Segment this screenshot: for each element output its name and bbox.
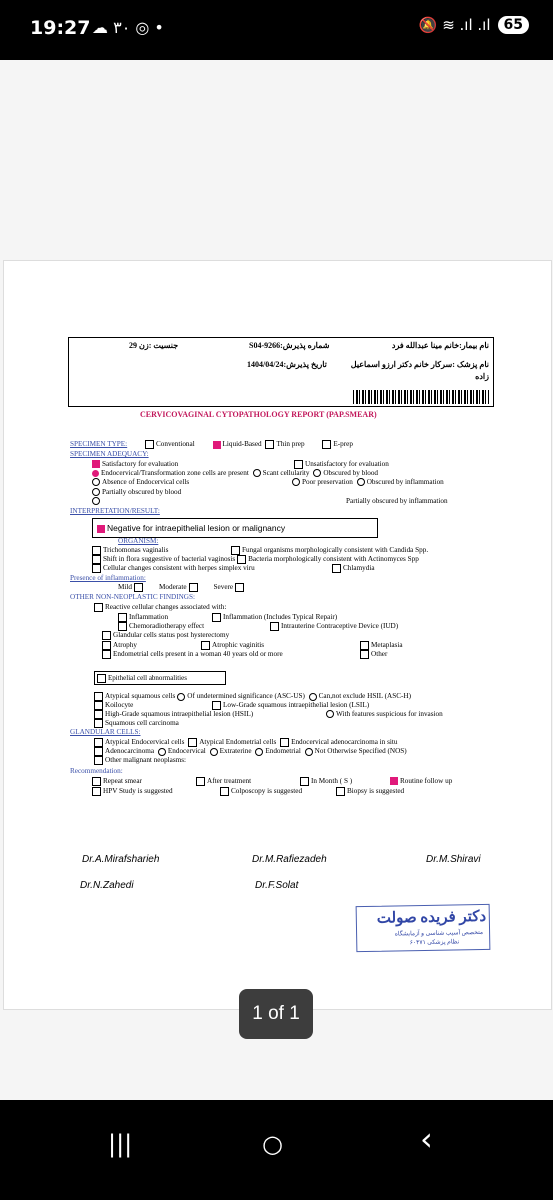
checkbox[interactable] — [201, 641, 210, 650]
recommendation-row-2c — [334, 787, 404, 796]
radio[interactable] — [313, 469, 321, 477]
checkbox[interactable] — [94, 719, 103, 728]
squamous-row-4 — [92, 719, 179, 728]
checkbox[interactable] — [231, 546, 240, 555]
barcode — [353, 390, 489, 404]
option-label: Repeat smear — [103, 777, 142, 786]
checkbox[interactable] — [94, 747, 103, 756]
checkbox[interactable] — [332, 564, 341, 573]
option-label: Glandular cells status post hysterectomy — [113, 631, 230, 640]
option-label: Metaplasia — [371, 641, 403, 650]
option-label: Adenocarcinoma — [105, 747, 155, 756]
squamous-row-3b — [324, 710, 443, 719]
patient-name: نام بیمار:خانم مینا عبدالله فرد — [391, 341, 489, 350]
specimen-type-label: SPECIMEN TYPE: — [70, 440, 128, 449]
adequacy-row-3 — [90, 478, 189, 487]
option-label: Trichomonas vaginalis — [103, 546, 169, 555]
option-label: Atrophic vaginitis — [212, 641, 265, 650]
sex-age: جنسیت :زن 29 — [129, 341, 179, 350]
interpretation-label: INTERPRETATION/RESULT: — [70, 507, 160, 515]
option-label: Squamous cell carcinoma — [105, 719, 179, 728]
recommendation-row-1c — [298, 777, 352, 786]
option-label: Unsatisfactory for evaluation — [305, 460, 389, 469]
checkbox-checked[interactable] — [213, 441, 221, 449]
adequacy-row-5 — [90, 497, 102, 506]
squamous-row-1 — [92, 692, 411, 701]
adequacy-row-2 — [90, 469, 378, 478]
option-label: Reactive cellular changes associated with: — [105, 603, 227, 612]
squamous-row-2 — [92, 701, 133, 710]
option-label: Other — [371, 650, 388, 659]
option-label: Atypical Endometrial cells — [199, 738, 277, 747]
reactive-row — [92, 603, 226, 612]
other-findings-label: OTHER NON-NEOPLASTIC FINDINGS: — [70, 593, 195, 601]
option-label: Chlamydia — [343, 564, 375, 573]
checkbox[interactable] — [92, 555, 101, 564]
checkbox[interactable] — [235, 583, 244, 592]
option-label: Low-Grade squamous intraepithelial lesion (LSIL) — [223, 701, 370, 710]
option-label: Cellular changes consistent with herpes simplex viru — [103, 564, 255, 573]
checkbox[interactable] — [92, 787, 101, 796]
signature-3: Dr.M.Shiravi — [426, 854, 481, 865]
signal-icon: 🔕 ≋ .ıl .ıl — [418, 16, 491, 34]
option-label: Routine follow up — [400, 777, 453, 785]
option-label: Severe — [213, 583, 234, 592]
option-label: Obscured by inflammation — [366, 478, 444, 486]
option-label: Inflammation (Includes Typical Repair) — [223, 613, 338, 622]
organism-label: ORGANISM: — [118, 537, 159, 545]
recommendation-row-1 — [90, 777, 142, 786]
stamp-name: دکتر فریده صولت — [376, 908, 487, 927]
option-label: Liquid-Based — [222, 440, 262, 449]
option-label: Scant cellularity — [262, 469, 310, 477]
checkbox[interactable] — [212, 701, 221, 710]
checkbox[interactable] — [102, 641, 111, 650]
home-button[interactable]: ○ — [262, 1130, 283, 1158]
checkbox[interactable] — [118, 613, 127, 622]
signature-5: Dr.F.Solat — [255, 880, 299, 891]
option-label: Koilocyte — [105, 701, 134, 710]
negative-result — [92, 518, 378, 538]
radio[interactable] — [92, 497, 100, 505]
checkbox[interactable] — [94, 692, 103, 701]
option-label: E-prep — [333, 440, 353, 449]
radio[interactable] — [253, 469, 261, 477]
reactive-opt-3 — [116, 622, 204, 631]
patient-header — [68, 337, 494, 407]
radio[interactable] — [292, 478, 300, 486]
glandular-row-2 — [92, 747, 407, 756]
checkbox[interactable] — [118, 622, 127, 631]
option-label: Absence of Endocervical cells — [102, 478, 190, 486]
option-label: Atypical squamous cells — [105, 692, 176, 701]
checkbox[interactable] — [134, 583, 143, 592]
stamp-code: نظام پزشکی ۶۰۴۷۱ — [409, 939, 460, 947]
doctor-stamp — [356, 904, 491, 952]
organism-row-1b — [229, 546, 428, 555]
checkbox-checked[interactable] — [92, 460, 100, 468]
recommendation-row-2b — [218, 787, 302, 796]
signature-4: Dr.N.Zahedi — [80, 880, 134, 891]
checkbox[interactable] — [102, 631, 111, 640]
option-label: Endocervical — [167, 747, 206, 756]
signature-1: Dr.A.Mirafsharieh — [82, 854, 160, 865]
option-label: Epithelial cell abnormalities — [108, 674, 187, 682]
checkbox[interactable] — [270, 622, 279, 631]
checkbox-checked[interactable] — [390, 777, 398, 785]
checkbox[interactable] — [92, 777, 101, 786]
option-label: Biopsy is suggested — [347, 787, 405, 796]
atrophic-row — [199, 641, 264, 650]
option-label: Endocervical/Transformation zone cells are present — [101, 469, 249, 477]
back-button[interactable]: ‹ — [420, 1120, 433, 1158]
option-label: High-Grade squamous intraepithelial lesion (HSIL) — [105, 710, 254, 719]
option-label: Partially obscured by blood — [102, 488, 182, 496]
adequacy-row-1b — [292, 460, 389, 469]
epithelial-box — [94, 671, 226, 685]
stamp-specialty: متخصص آسیب شناسی و آزمایشگاه — [394, 929, 484, 938]
checkbox-checked[interactable] — [97, 525, 105, 533]
recommendation-label: Recommendation: — [70, 767, 123, 775]
doctor-name-cont: زاده — [475, 372, 489, 381]
inflammation-label: Presence of inflammation: — [70, 574, 146, 582]
battery-icon: 65 — [498, 16, 529, 34]
adequacy-row-1 — [90, 460, 178, 469]
recents-button[interactable]: ||| — [108, 1130, 133, 1158]
report-page[interactable] — [3, 260, 552, 1010]
report-title: CERVICOVAGINAL CYTOPATHOLOGY REPORT (PAP.SMEAR) — [140, 410, 377, 419]
system-icons — [419, 16, 529, 34]
option-label: With features suspicious for invasion — [336, 710, 443, 718]
radio[interactable] — [255, 748, 263, 756]
inflammation-row — [118, 583, 246, 592]
squamous-row-3 — [92, 710, 253, 719]
checkbox[interactable] — [336, 787, 345, 796]
notification-icons: ☁ ٣٠ ◎ • — [92, 18, 164, 37]
option-label: Conventional — [155, 440, 195, 449]
checkbox[interactable] — [94, 756, 103, 765]
recommendation-row-1d — [388, 777, 452, 786]
checkbox[interactable] — [220, 787, 229, 796]
checkbox[interactable] — [360, 641, 369, 650]
option-label: Of undetermined significance (ASC-US) — [187, 692, 305, 701]
radio[interactable] — [210, 748, 218, 756]
organism-row-2 — [90, 555, 419, 564]
adequacy-row-4 — [90, 488, 181, 497]
radio[interactable] — [305, 748, 313, 756]
radio-checked[interactable] — [92, 470, 99, 477]
organism-row-3b — [330, 564, 375, 573]
document-viewer[interactable] — [0, 60, 553, 1100]
endometrial-row — [100, 650, 283, 659]
checkbox[interactable] — [102, 650, 111, 659]
option-label: Endometrial cells present in a woman 40 years old or more — [113, 650, 283, 659]
glandular-post — [100, 631, 229, 640]
radio[interactable] — [92, 488, 100, 496]
radio[interactable] — [158, 748, 166, 756]
option-label: Atypical Endocervical cells — [105, 738, 185, 747]
reactive-opt-1 — [116, 613, 168, 622]
recommendation-row-1b — [194, 777, 251, 786]
option-label: Bacteria morphologically consistent with Actinomyces Spp — [248, 555, 419, 564]
checkbox[interactable] — [94, 710, 103, 719]
checkbox[interactable] — [188, 738, 197, 747]
option-label: Poor preservation — [302, 478, 353, 486]
negative-label: Negative for intraepithelial lesion or malignancy — [107, 523, 286, 533]
glandular-row-1 — [92, 738, 397, 747]
signature-2: Dr.M.Rafiezadeh — [252, 854, 327, 865]
checkbox[interactable] — [265, 440, 274, 449]
checkbox[interactable] — [300, 777, 309, 786]
option-label: Other malignant neoplasms: — [105, 756, 187, 765]
option-label: Extraterine — [219, 747, 252, 756]
status-bar — [0, 0, 553, 60]
checkbox[interactable] — [189, 583, 198, 592]
reception-number: شماره پذیرش:S04-9266 — [249, 341, 330, 350]
metaplasia-row — [358, 641, 403, 650]
checkbox[interactable] — [360, 650, 369, 659]
checkbox[interactable] — [322, 440, 331, 449]
option-label: Chemoradiotherapy effect — [129, 622, 205, 631]
atrophy-row — [100, 641, 137, 650]
checkbox[interactable] — [92, 546, 101, 555]
glandular-label: GLANDULAR CELLS: — [70, 728, 141, 736]
recommendation-row-2 — [90, 787, 173, 796]
checkbox[interactable] — [94, 603, 103, 612]
option-label: Shift in flora suggestive of bacterial vaginosis — [103, 555, 236, 564]
option-label: Moderate — [158, 583, 187, 592]
option-label: Can,not exclude HSIL (ASC-H) — [318, 692, 411, 701]
partially-inflam: Partially obscured by inflammation — [346, 497, 448, 505]
navigation-bar — [0, 1100, 553, 1200]
glandular-row-3 — [92, 756, 186, 765]
option-label: Atrophy — [113, 641, 137, 650]
option-label: Mild — [118, 583, 132, 592]
page-indicator: 1 of 1 — [239, 989, 313, 1039]
organism-row-1 — [90, 546, 168, 555]
specimen-adequacy-label: SPECIMEN ADEQUACY: — [70, 450, 149, 458]
option-label: HPV Study is suggested — [103, 787, 173, 796]
option-label: After treatment — [207, 777, 252, 786]
option-label: Not Otherwise Specified (NOS) — [314, 747, 407, 756]
organism-row-3 — [90, 564, 255, 573]
option-label: Intrauterine Contraceptive Device (IUD) — [281, 622, 399, 631]
option-label: Inflammation — [129, 613, 169, 622]
squamous-row-2b — [210, 701, 369, 710]
radio[interactable] — [309, 693, 317, 701]
checkbox[interactable] — [92, 564, 101, 573]
option-label: Colposcopy is suggested — [231, 787, 303, 796]
checkbox[interactable] — [212, 613, 221, 622]
adequacy-row-3b — [290, 478, 444, 487]
radio[interactable] — [326, 710, 334, 718]
radio[interactable] — [177, 693, 185, 701]
checkbox[interactable] — [294, 460, 303, 469]
option-label: Endometrial — [265, 747, 301, 756]
checkbox[interactable] — [196, 777, 205, 786]
option-label: In Month ( S ) — [311, 777, 353, 786]
option-label: Satisfactory for evaluation — [102, 460, 179, 468]
checkbox[interactable] — [97, 674, 106, 683]
reactive-opt-4 — [268, 622, 398, 631]
reception-date: تاریخ پذیرش:1404/04/24 — [247, 360, 327, 369]
checkbox[interactable] — [94, 701, 103, 710]
radio[interactable] — [92, 478, 100, 486]
checkbox[interactable] — [145, 440, 154, 449]
option-label: Fungal organisms morphologically consistent with Candida Spp. — [242, 546, 429, 555]
option-label: Obscured by blood — [323, 469, 379, 477]
checkbox[interactable] — [94, 738, 103, 747]
option-label: Thin prep — [276, 440, 305, 449]
doctor-name: نام پزشک :سرکار خانم دکتر ارزو اسماعیل — [350, 360, 489, 369]
other-row — [358, 650, 387, 659]
reactive-opt-2 — [210, 613, 337, 622]
clock: 19:27 — [30, 17, 91, 39]
option-label: Endocervical adenocarcinoma in situ — [291, 738, 398, 747]
checkbox[interactable] — [237, 555, 246, 564]
checkbox[interactable] — [280, 738, 289, 747]
radio[interactable] — [357, 478, 365, 486]
specimen-type-row — [70, 440, 353, 449]
